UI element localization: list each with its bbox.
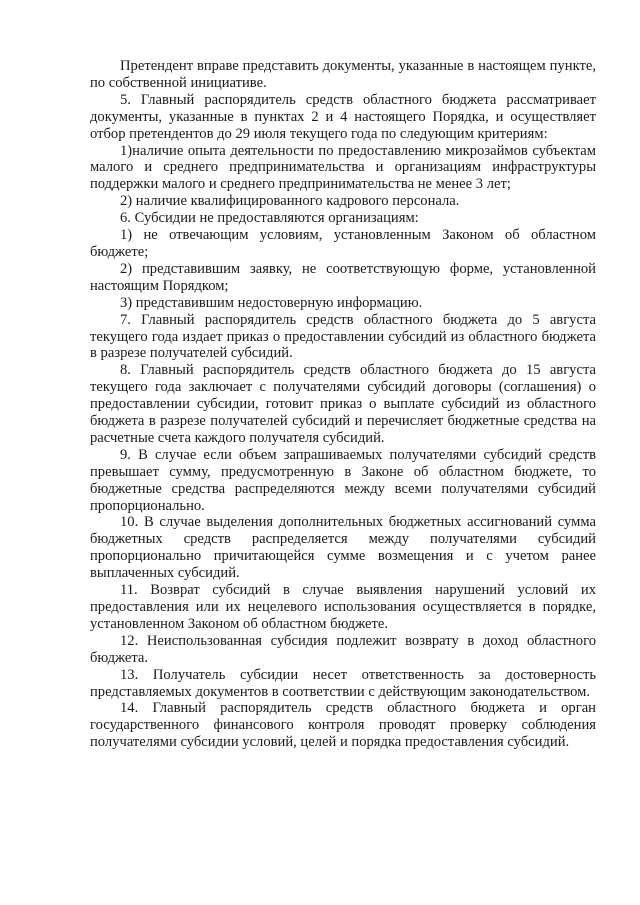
criterion-1-experience: 1)наличие опыта деятельности по предоставлению микрозаймов субъектам малого и среднего предпринимательства и организациям инфраструктуры поддержки малого и среднего предпринимательства не менее 3 лет; xyxy=(90,142,596,193)
exclusion-3: 3) представившим недостоверную информацию. xyxy=(120,294,423,311)
paragraph-10-additional: 10. В случае выделения дополнительных бюджетных ассигнований сумма бюджетных средств распределяется между получателями субсидий пропорционально причитающейся сумме возмещения и с учетом ранее выплаченных субсидий. xyxy=(90,514,596,582)
paragraph-5-selection: 5. Главный распорядитель средств областного бюджета рассматривает документы, указанные в пунктах 2 и 4 настоящего Порядка, и осуществляет отбор претендентов до 29 июля текущего года по следующим критериям: xyxy=(90,91,596,142)
exclusion-2: 2) представившим заявку, не соответствующую форме, установленной настоящим Порядком; xyxy=(90,260,596,294)
paragraph-12-unused: 12. Неиспользованная субсидия подлежит возврату в доход областного бюджета. xyxy=(90,632,596,666)
exclusion-1: 1) не отвечающим условиям, установленным Законом об областном бюджете; xyxy=(90,227,596,260)
paragraph-11-return: 11. Возврат субсидий в случае выявления нарушений условий их предоставления или их нецелевого использования осуществляется в порядке, установленном Законом об областном бюджете. xyxy=(90,582,596,632)
paragraph-6-not-granted: 6. Субсидии не предоставляются организациям: xyxy=(120,210,419,227)
paragraph-7-order: 7. Главный распорядитель средств областного бюджета до 5 августа текущего года издает приказ о предоставлении субсидий из областного бюджета в разрезе получателей субсидий. xyxy=(90,311,596,362)
paragraph-14-control: 14. Главный распорядитель средств областного бюджета и орган государственного финансового контроля проводят проверку соблюдения получателями субсидии условий, целей и порядка предоставления субсидий. xyxy=(90,700,596,751)
criterion-2-staff: 2) наличие квалифицированного кадрового персонала. xyxy=(120,193,460,210)
paragraph-9-proportional: 9. В случае если объем запрашиваемых получателями субсидий средств превышает сумму, предусмотренную в Законе об областном бюджете, то бюджетные средства распределяются между всеми получателями субсидий пропорционально. xyxy=(90,446,596,514)
paragraph-8-agreements: 8. Главный распорядитель средств областного бюджета до 15 августа текущего года заключает с получателями субсидий договоры (соглашения) о предоставлении субсидии, готовит приказ о выплате субсидий из областного бюджета в разрезе получателей субсидий и перечисляет бюджетные средства на расчетные счета каждого получателя субсидий. xyxy=(90,362,596,446)
paragraph-13-responsibility: 13. Получатель субсидии несет ответственность за достоверность представляемых документов в соответствии с действующим законодательством. xyxy=(90,666,596,700)
paragraph-documents-initiative: Претендент вправе представить документы, указанные в настоящем пункте, по собственной инициативе. xyxy=(90,58,596,91)
